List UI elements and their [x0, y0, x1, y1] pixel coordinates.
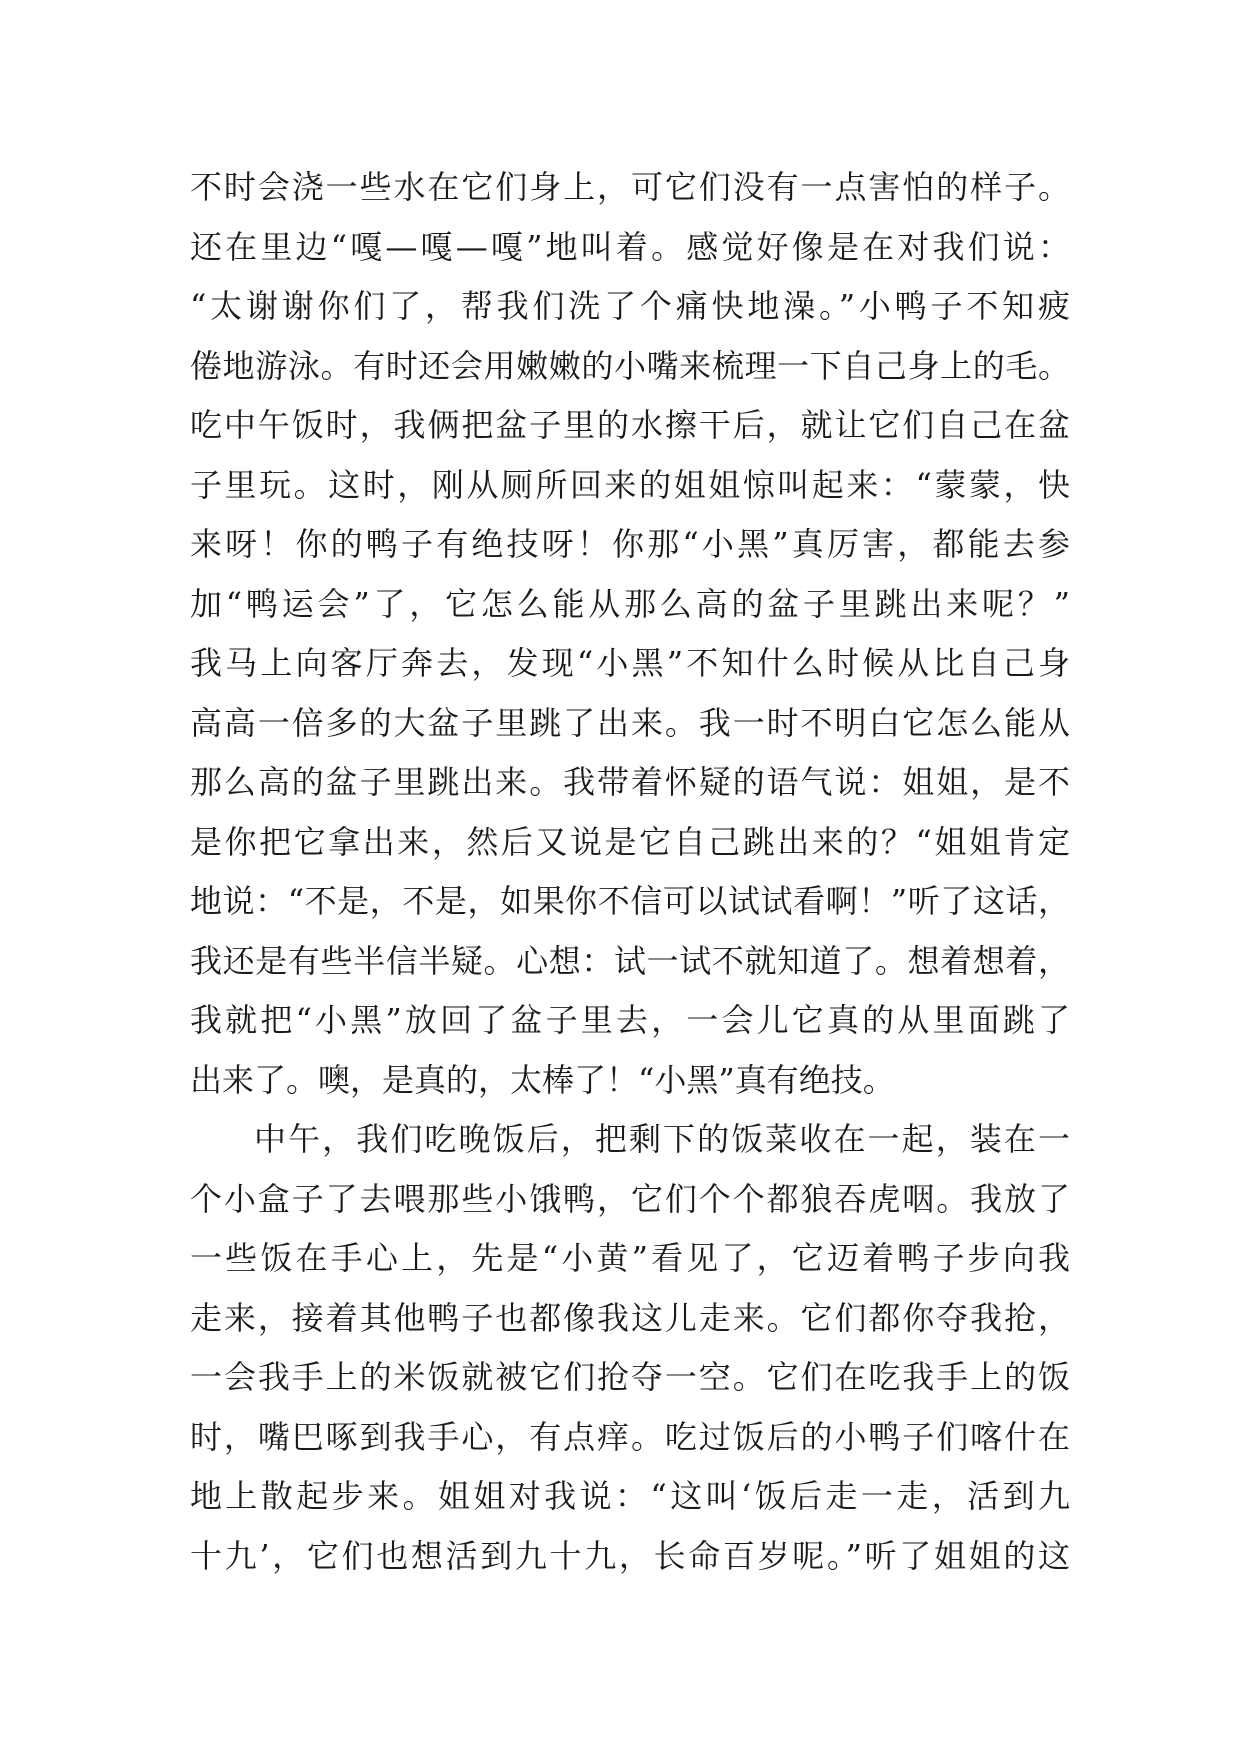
- text-line: 地说：“不是，不是，如果你不信可以试试看啊！”听了这话，: [190, 882, 1070, 920]
- text-line: 那么高的盆子里跳出来。我带着怀疑的语气说：姐姐，是不: [190, 763, 1070, 801]
- text-line: 时，嘴巴啄到我手心，有点痒。吃过饭后的小鸭子们喀什在: [190, 1417, 1070, 1456]
- text-line: 高高一倍多的大盆子里跳了出来。我一时不明白它怎么能从: [190, 703, 1070, 742]
- text-line: 走来，接着其他鸭子也都像我这儿走来。它们都你夺我抢，: [190, 1298, 1070, 1337]
- text-line: 子里玩。这时，刚从厕所回来的姐姐惊叫起来：“蒙蒙，快: [190, 465, 1070, 504]
- text-line: 倦地游泳。有时还会用嫩嫩的小嘴来梳理一下自己身上的毛。: [190, 346, 1070, 385]
- text-line: 一些饭在手心上，先是“小黄”看见了，它迈着鸭子步向我: [190, 1239, 1070, 1277]
- text-line: 个小盒子了去喂那些小饿鸭，它们个个都狼吞虎咽。我放了: [190, 1179, 1070, 1218]
- body-text: [190, 158, 1070, 1586]
- text-line: 不时会浇一些水在它们身上，可它们没有一点害怕的样子。: [190, 168, 1070, 206]
- paragraph-end-line: 出来了。噢，是真的，太棒了！“小黑”真有绝技。: [190, 1060, 895, 1099]
- text-line: 十九’，它们也想活到九十九，长命百岁呢。”听了姐姐的这: [190, 1536, 1070, 1575]
- text-line: 一会我手上的米饭就被它们抢夺一空。它们在吃我手上的饭: [190, 1358, 1070, 1396]
- text-line: “太谢谢你们了，帮我们洗了个痛快地澡。”小鸭子不知疲: [190, 287, 1070, 325]
- text-line: 吃中午饭时，我俩把盆子里的水擦干后，就让它们自己在盆: [190, 406, 1070, 444]
- text-line: 地上散起步来。姐姐对我说：“这叫‘饭后走一走，活到九: [190, 1477, 1070, 1515]
- text-line: 来呀！你的鸭子有绝技呀！你那“小黑”真厉害，都能去参: [190, 525, 1070, 563]
- text-line: 我马上向客厅奔去，发现“小黑”不知什么时候从比自己身: [190, 644, 1070, 682]
- text-line: 加“鸭运会”了，它怎么能从那么高的盆子里跳出来呢？”: [190, 584, 1070, 623]
- text-line: 还在里边“嘎—嘎—嘎”地叫着。感觉好像是在对我们说：: [190, 227, 1070, 266]
- paragraph-start-line: 中午，我们吃晚饭后，把剩下的饭菜收在一起，装在一: [254, 1120, 1070, 1158]
- text-line: 是你把它拿出来，然后又说是它自己跳出来的？“姐姐肯定: [190, 822, 1070, 861]
- text-line: 我还是有些半信半疑。心想：试一试不就知道了。想着想着，: [190, 941, 1070, 980]
- text-line: 我就把“小黑”放回了盆子里去，一会儿它真的从里面跳了: [190, 1001, 1070, 1039]
